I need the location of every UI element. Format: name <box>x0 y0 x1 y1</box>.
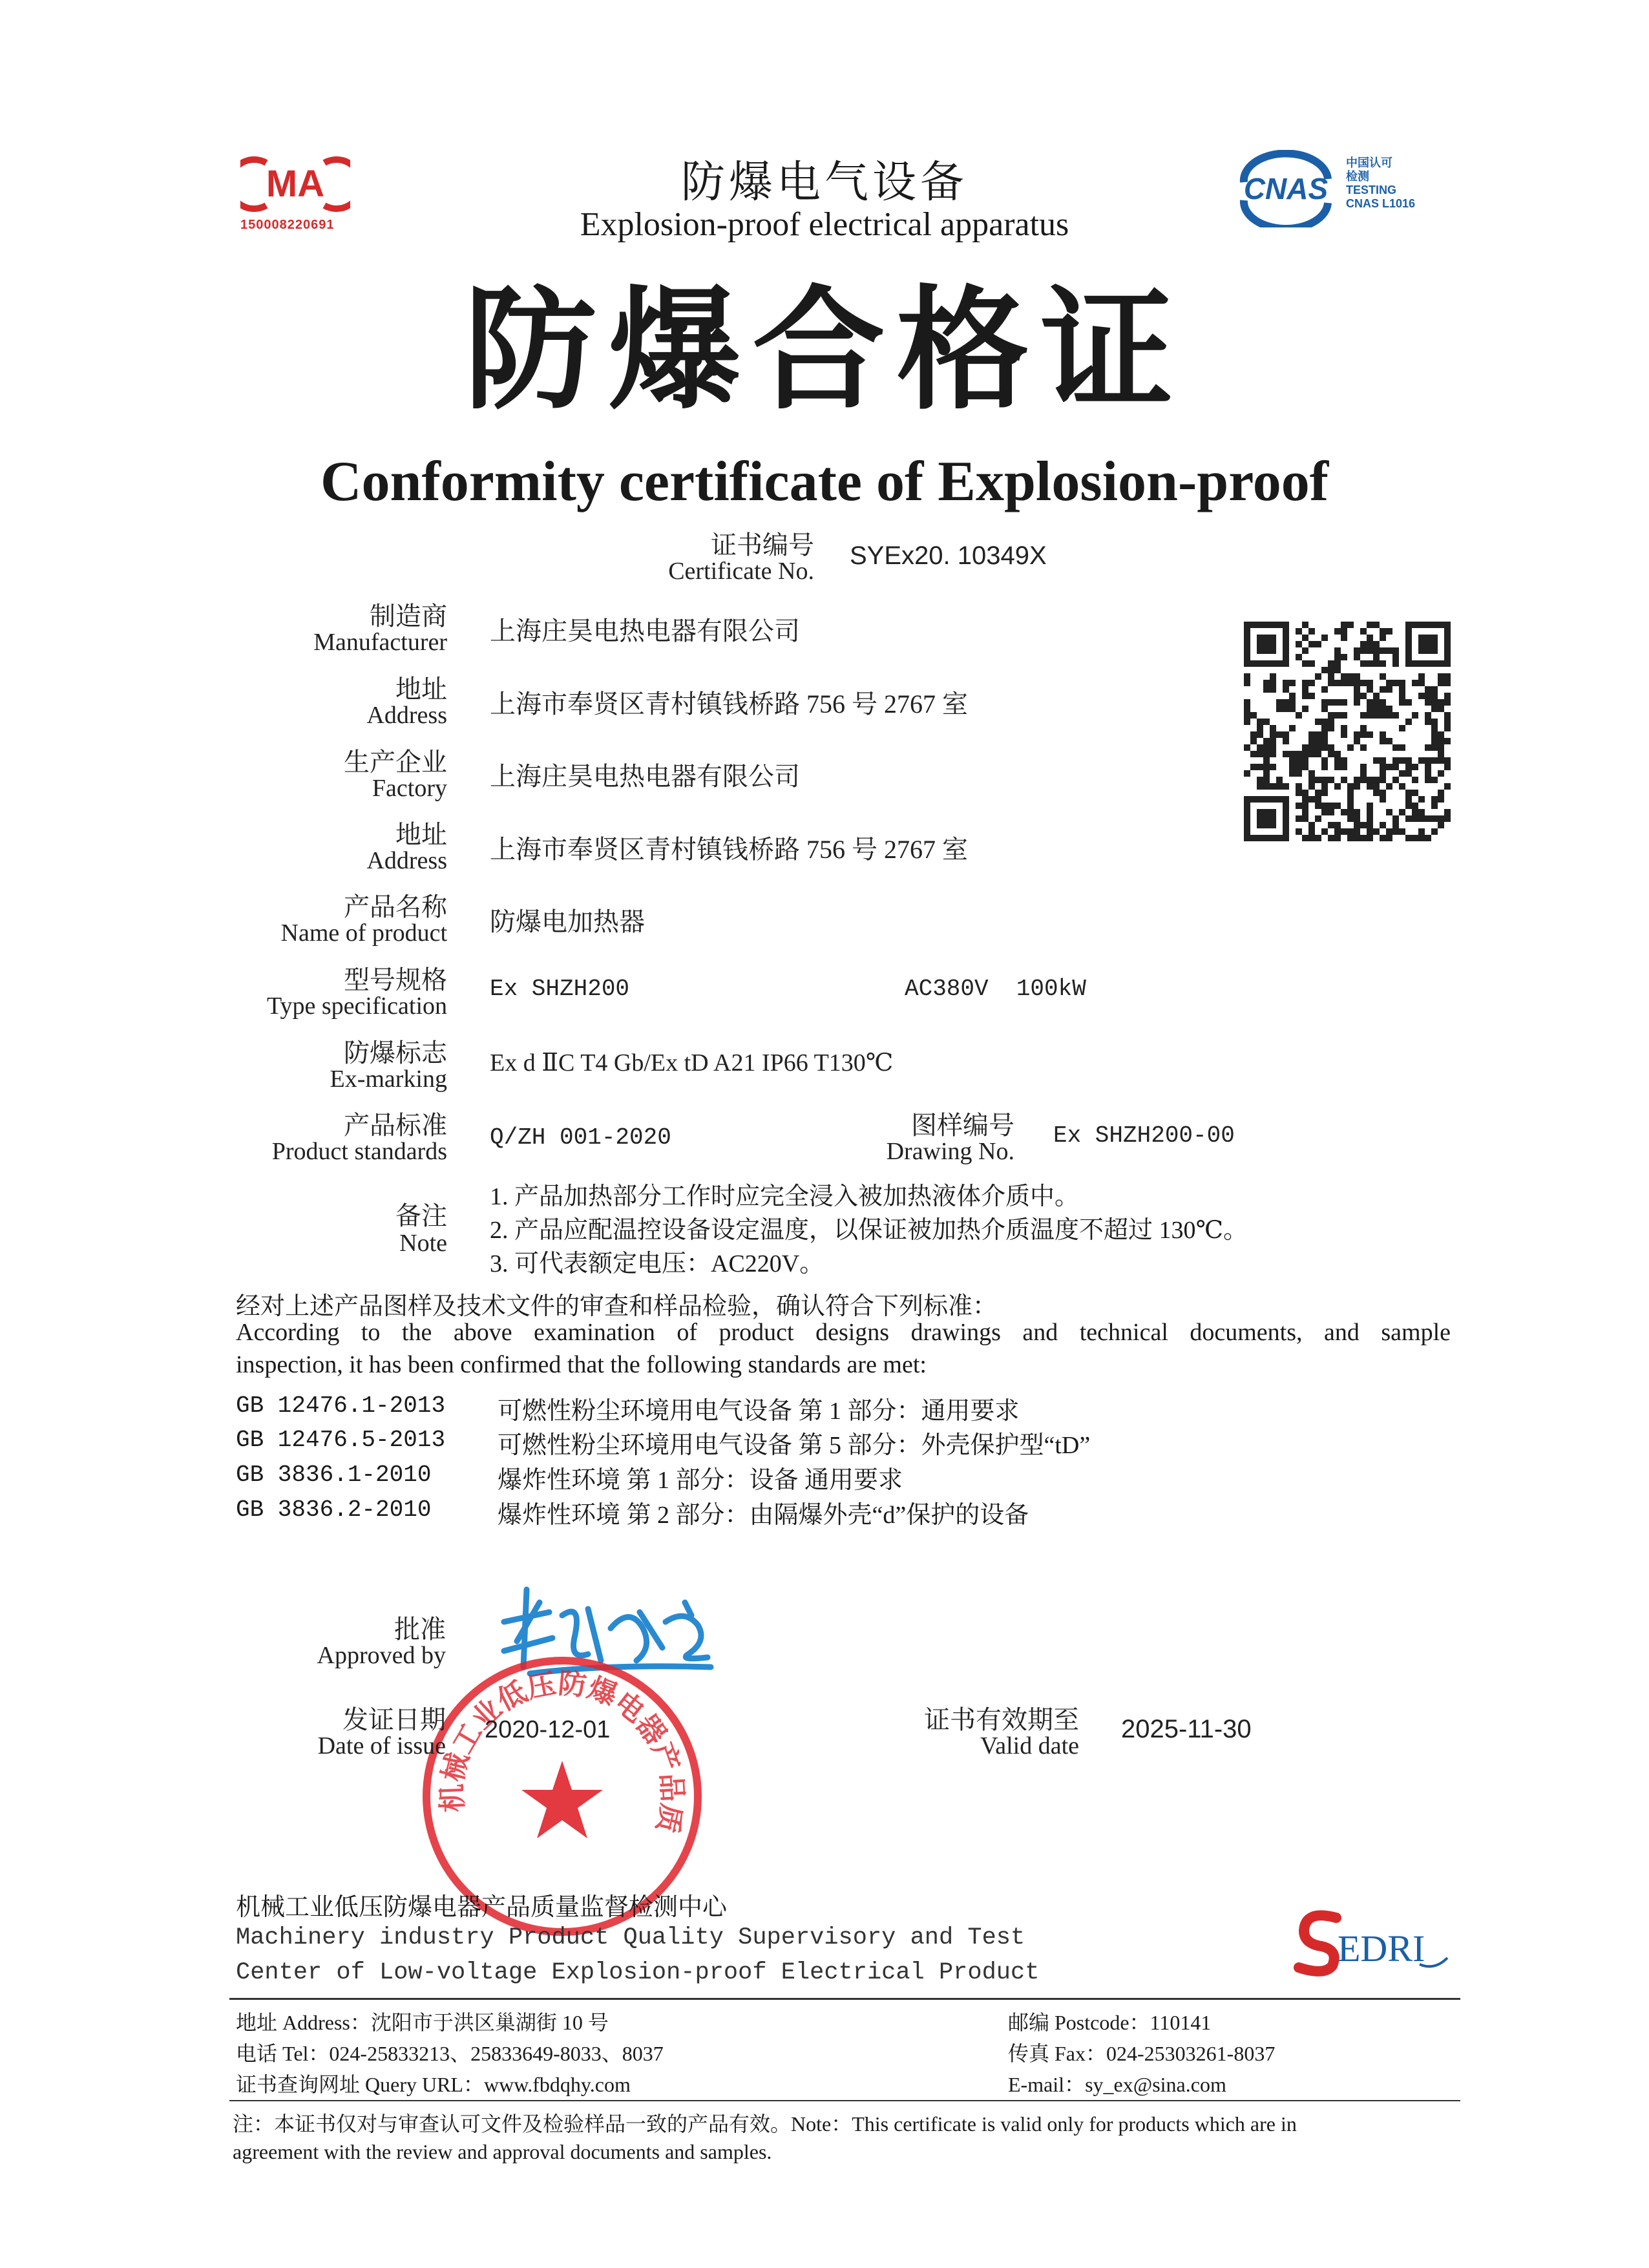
qr-code <box>1244 622 1451 841</box>
field-label-cn: 防爆标志 <box>344 1038 447 1067</box>
standard-desc: 爆炸性环境 第 1 部分：设备 通用要求 <box>498 1467 903 1494</box>
issuer-cn: 机械工业低压防爆电器产品质量监督检测中心 <box>236 1894 728 1921</box>
seal-text: 机械工业低压防爆电器产品质 <box>436 1666 689 1836</box>
factory-address-value: 上海市奉贤区青村镇钱桥路 756 号 2767 室 <box>490 835 968 864</box>
divider <box>229 2100 1460 2101</box>
field-label-cn: 产品标准 <box>344 1111 447 1140</box>
cnas-side-line: TESTING <box>1346 184 1397 196</box>
cnas-side-line: CNAS L1016 <box>1346 197 1416 210</box>
ex-marking-value: Ex d ⅡC T4 Gb/Ex tD A21 IP66 T130℃ <box>490 1049 894 1076</box>
contact-fax: 传真 Fax：024-25303261-8037 <box>1008 2042 1276 2065</box>
approved-label-en: Approved by <box>317 1642 446 1669</box>
statement-en-line1: According to the above examination of product designs drawings and technical documents, and sample <box>236 1319 1451 1346</box>
subtitle-cn: 防爆电气设备 <box>680 158 968 207</box>
product-name-value: 防爆电加热器 <box>490 907 645 936</box>
field-label-cn: 生产企业 <box>344 748 447 777</box>
field-label-en: Name of product <box>280 919 447 947</box>
disclaimer-line2: agreement with the review and approval documents and samples. <box>233 2140 772 2163</box>
field-label-cn: 制造商 <box>370 602 447 631</box>
issuer-en-line2: Center of Low-voltage Explosion-proof Electrical Product <box>236 1959 1040 1986</box>
note-line: 1. 产品加热部分工作时应完全浸入被加热液体介质中。 <box>490 1183 1080 1210</box>
note-line: 2. 产品应配温控设备设定温度，以保证被加热介质温度不超过 130℃。 <box>490 1217 1248 1244</box>
issue-date-value: 2020-12-01 <box>485 1716 611 1743</box>
standard-code: GB 12476.1-2013 <box>236 1392 446 1419</box>
field-label-en: Address <box>366 847 447 874</box>
subtitle-en: Explosion-proof electrical apparatus <box>580 206 1069 243</box>
approved-label-cn: 批准 <box>394 1615 446 1644</box>
contact-url: 证书查询网址 Query URL：www.fbdqhy.com <box>236 2073 631 2096</box>
standard-desc: 可燃性粉尘环境用电气设备 第 1 部分：通用要求 <box>498 1398 1020 1425</box>
cert-no-label-cn: 证书编号 <box>711 530 814 560</box>
cert-no-value: SYEx20. 10349X <box>850 541 1047 570</box>
field-label-en: Ex-marking <box>330 1066 447 1093</box>
contact-tel: 电话 Tel：024-25833213、25833649-8033、8037 <box>236 2042 664 2065</box>
title-cn: 防爆合格证 <box>464 278 1185 425</box>
sedri-logo-text: EDRI <box>1338 1927 1425 1969</box>
drawing-label-en: Drawing No. <box>886 1138 1014 1165</box>
cma-logo-text: MA <box>266 163 325 205</box>
issuer-en-line1: Machinery industry Product Quality Supervisory and Test <box>236 1924 1025 1951</box>
note-label-cn: 备注 <box>395 1201 447 1230</box>
contact-email: E-mail：sy_ex@sina.com <box>1008 2073 1226 2096</box>
field-label-cn: 地址 <box>395 675 447 704</box>
sedri-arc-icon <box>1418 1951 1451 1971</box>
field-label-cn: 产品名称 <box>344 892 447 921</box>
issue-label-cn: 发证日期 <box>342 1705 446 1734</box>
disclaimer-line1: 注：本证书仅对与审查认可文件及检验样品一致的产品有效。Note：This certificate is valid only for products which are in <box>233 2112 1297 2136</box>
contact-address: 地址 Address：沈阳市于洪区巢湖街 10 号 <box>236 2011 609 2034</box>
field-label-en: Address <box>366 702 447 729</box>
cnas-side-line: 中国认可 <box>1346 156 1392 169</box>
manufacturer-address-value: 上海市奉贤区青村镇钱桥路 756 号 2767 室 <box>490 689 968 719</box>
sedri-s-icon <box>1292 1906 1344 1977</box>
valid-date-value: 2025-11-30 <box>1121 1715 1252 1743</box>
standard-code: GB 3836.2-2010 <box>236 1496 432 1523</box>
title-en: Conformity certificate of Explosion-proof <box>320 450 1329 513</box>
standard-code: GB 12476.5-2013 <box>236 1427 446 1453</box>
cert-no-label-en: Certificate No. <box>668 558 814 585</box>
field-label-en: Product standards <box>271 1138 447 1165</box>
qr-code-icon <box>1244 622 1451 841</box>
valid-label-en: Valid date <box>980 1732 1079 1759</box>
drawing-label-cn: 图样编号 <box>911 1111 1014 1140</box>
field-label-en: Factory <box>372 775 447 802</box>
statement-en-line2: inspection, it has been confirmed that the following standards are met: <box>236 1351 927 1378</box>
contact-postcode: 邮编 Postcode：110141 <box>1008 2011 1212 2034</box>
sedri-logo <box>1292 1906 1460 1984</box>
field-label-cn: 型号规格 <box>344 965 447 994</box>
statement-cn: 经对上述产品图样及技术文件的审查和样品检验，确认符合下列标准： <box>236 1293 998 1320</box>
cnas-logo-text: CNAS <box>1243 172 1329 205</box>
cma-number: 150008220691 <box>240 218 335 232</box>
field-label-en: Manufacturer <box>313 629 447 656</box>
valid-label-cn: 证书有效期至 <box>924 1705 1079 1734</box>
note-label-en: Note <box>399 1230 447 1257</box>
field-label-en: Type specification <box>266 992 447 1020</box>
standard-desc: 爆炸性环境 第 2 部分：由隔爆外壳“d”保护的设备 <box>498 1502 1029 1529</box>
factory-value: 上海庄昊电热电器有限公司 <box>490 762 800 791</box>
type-rating-value: AC380V 100kW <box>905 976 1086 1002</box>
type-model-value: Ex SHZH200 <box>490 976 630 1002</box>
standard-desc: 可燃性粉尘环境用电气设备 第 5 部分：外壳保护型“tD” <box>498 1432 1091 1459</box>
note-line: 3. 可代表额定电压：AC220V。 <box>490 1250 824 1277</box>
product-standard-value: Q/ZH 001-2020 <box>490 1124 671 1151</box>
divider <box>229 1998 1460 2000</box>
drawing-no-value: Ex SHZH200-00 <box>1053 1122 1235 1149</box>
field-label-cn: 地址 <box>395 820 447 849</box>
manufacturer-value: 上海庄昊电热电器有限公司 <box>490 616 800 646</box>
issue-label-en: Date of issue <box>317 1732 446 1759</box>
standard-code: GB 3836.1-2010 <box>236 1462 432 1488</box>
cnas-side-line: 检测 <box>1346 170 1369 183</box>
